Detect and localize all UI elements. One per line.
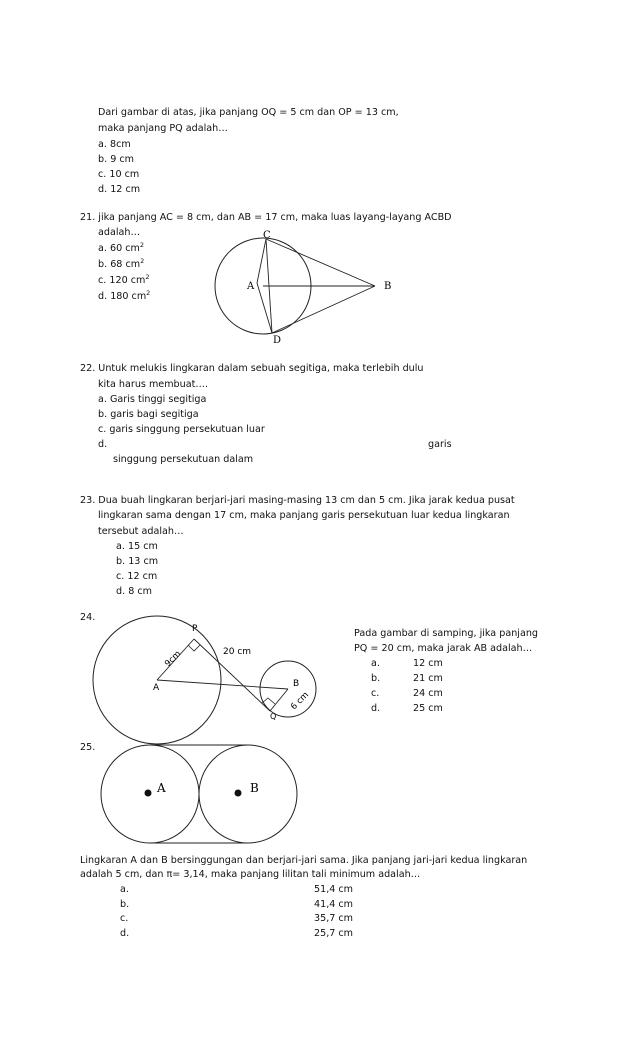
q25-center-b: [235, 790, 242, 797]
q25-option-d-letter: d.: [120, 928, 130, 939]
q21-text-line1: 21. jika panjang AC = 8 cm, dan AB = 17 cm, maka luas layang-layang ACBD: [80, 212, 452, 223]
q25-option-a-letter: a.: [120, 884, 129, 895]
q23-text-line3: tersebut adalah…: [98, 526, 184, 537]
q21-text-line2: adalah…: [98, 227, 141, 238]
q22-option-d-word: garis: [428, 439, 452, 450]
q23-option-c: c. 12 cm: [116, 571, 158, 582]
q22-option-d-letter: d.: [98, 439, 108, 450]
q24-option-b-letter: b.: [371, 673, 381, 684]
q21-kite-figure: [200, 225, 410, 350]
q24-option-d-value: 25 cm: [413, 703, 443, 714]
q21-option-b: b. 68 $cm^2$: [98, 257, 145, 270]
q21-option-d: d. 180 $cm^2$: [98, 289, 151, 302]
q24-option-a-letter: a.: [371, 658, 380, 669]
q24-label-p: P: [192, 624, 198, 634]
q24-label-radius-a: 9cm: [163, 649, 184, 670]
q25-label-b: B: [250, 781, 259, 795]
q24-label-q: Q: [270, 712, 277, 721]
q24-right-angle-p: [188, 645, 200, 651]
q23-option-d: d. 8 cm: [116, 586, 152, 597]
q24-number: 24.: [80, 612, 96, 623]
q25-option-b-value: 41,4 cm: [314, 899, 354, 910]
q25-option-d-value: 25,7 cm: [314, 928, 354, 939]
q22-option-b: b. garis bagi segitiga: [98, 409, 199, 420]
q20-text-line2: maka panjang PQ adalah…: [98, 123, 228, 134]
q21-line-ad: [257, 283, 272, 333]
q21-option-a: a. 60 $cm^2$: [98, 241, 144, 254]
q24-line-ab: [157, 680, 288, 689]
q24-option-b-value: 21 cm: [413, 673, 443, 684]
q25-option-b-letter: b.: [120, 899, 130, 910]
q21-option-a-sup: 2: [139, 241, 144, 249]
q22-option-c: c. garis singgung persekutuan luar: [98, 424, 265, 435]
q25-text-line2: adalah 5 cm, dan π= 3,14, maka panjang lilitan tali minimum adalah…: [80, 869, 421, 880]
q20-text-line1: Dari gambar di atas, jika panjang OQ = 5 cm dan OP = 13 cm,: [98, 107, 399, 118]
q21-option-c-sup: 2: [145, 273, 150, 281]
q21-label-c: C: [263, 230, 271, 241]
q21-label-d: D: [273, 335, 282, 346]
q24-option-a-value: 12 cm: [413, 658, 443, 669]
q24-radius-bq: [270, 689, 288, 711]
q20-option-d: d. 12 cm: [98, 184, 141, 195]
q25-center-a: [145, 790, 152, 797]
q21-line-cb: [266, 239, 375, 286]
q24-label-a: A: [153, 683, 160, 693]
q24-label-radius-b: 6 cm: [289, 690, 312, 713]
q25-label-a: A: [157, 781, 166, 795]
q24-option-c-letter: c.: [371, 688, 380, 699]
q24-label-b: B: [293, 679, 300, 689]
q22-option-a: a. Garis tinggi segitiga: [98, 394, 207, 405]
q24-label-pq: 20 cm: [223, 647, 252, 657]
q25-text-line1: Lingkaran A dan B bersinggungan dan berjari-jari sama. Jika panjang jari-jari kedua lingkaran: [80, 855, 528, 866]
q25-option-a-value: 51,4 cm: [314, 884, 354, 895]
q21-label-a: A: [247, 281, 255, 292]
q24-text-line1: Pada gambar di samping, jika panjang: [354, 628, 538, 639]
q20-option-b: b. 9 cm: [98, 154, 134, 165]
q24-option-c-value: 24 cm: [413, 688, 443, 699]
q25-option-c-value: 35,7 cm: [314, 913, 354, 924]
q22-text-line1: 22. Untuk melukis lingkaran dalam sebuah segitiga, maka terlebih dulu: [80, 363, 424, 374]
q21-label-b: B: [384, 281, 392, 292]
q21-line-ca: [257, 239, 266, 283]
q23-option-a: a. 15 cm: [116, 541, 158, 552]
q25-figure: [95, 738, 320, 850]
q23-text-line2: lingkaran sama dengan 17 cm, maka panjang garis persekutuan luar kedua lingkaran: [98, 510, 510, 521]
q21-option-c: c. 120 $cm^2$: [98, 273, 150, 286]
q23-option-b: b. 13 cm: [116, 556, 159, 567]
q21-line-db: [272, 286, 375, 333]
q25-circle-b: [199, 745, 297, 843]
q24-option-d-letter: d.: [371, 703, 381, 714]
q25-option-c-letter: c.: [120, 913, 129, 924]
q21-option-b-sup: 2: [140, 257, 145, 265]
q21-option-d-sup: 2: [146, 289, 151, 297]
q25-number: 25.: [80, 742, 96, 753]
q22-text-line2: kita harus membuat….: [98, 379, 208, 390]
q20-option-c: c. 10 cm: [98, 169, 140, 180]
q20-option-a: a. 8cm: [98, 139, 131, 150]
q23-text-line1: 23. Dua buah lingkaran berjari-jari masing-masing 13 cm dan 5 cm. Jika jarak kedua pusat: [80, 495, 515, 506]
q22-option-d-continuation: singgung persekutuan dalam: [113, 454, 254, 465]
q24-figure: [90, 614, 330, 729]
q24-text-line2: PQ = 20 cm, maka jarak AB adalah…: [354, 643, 533, 654]
